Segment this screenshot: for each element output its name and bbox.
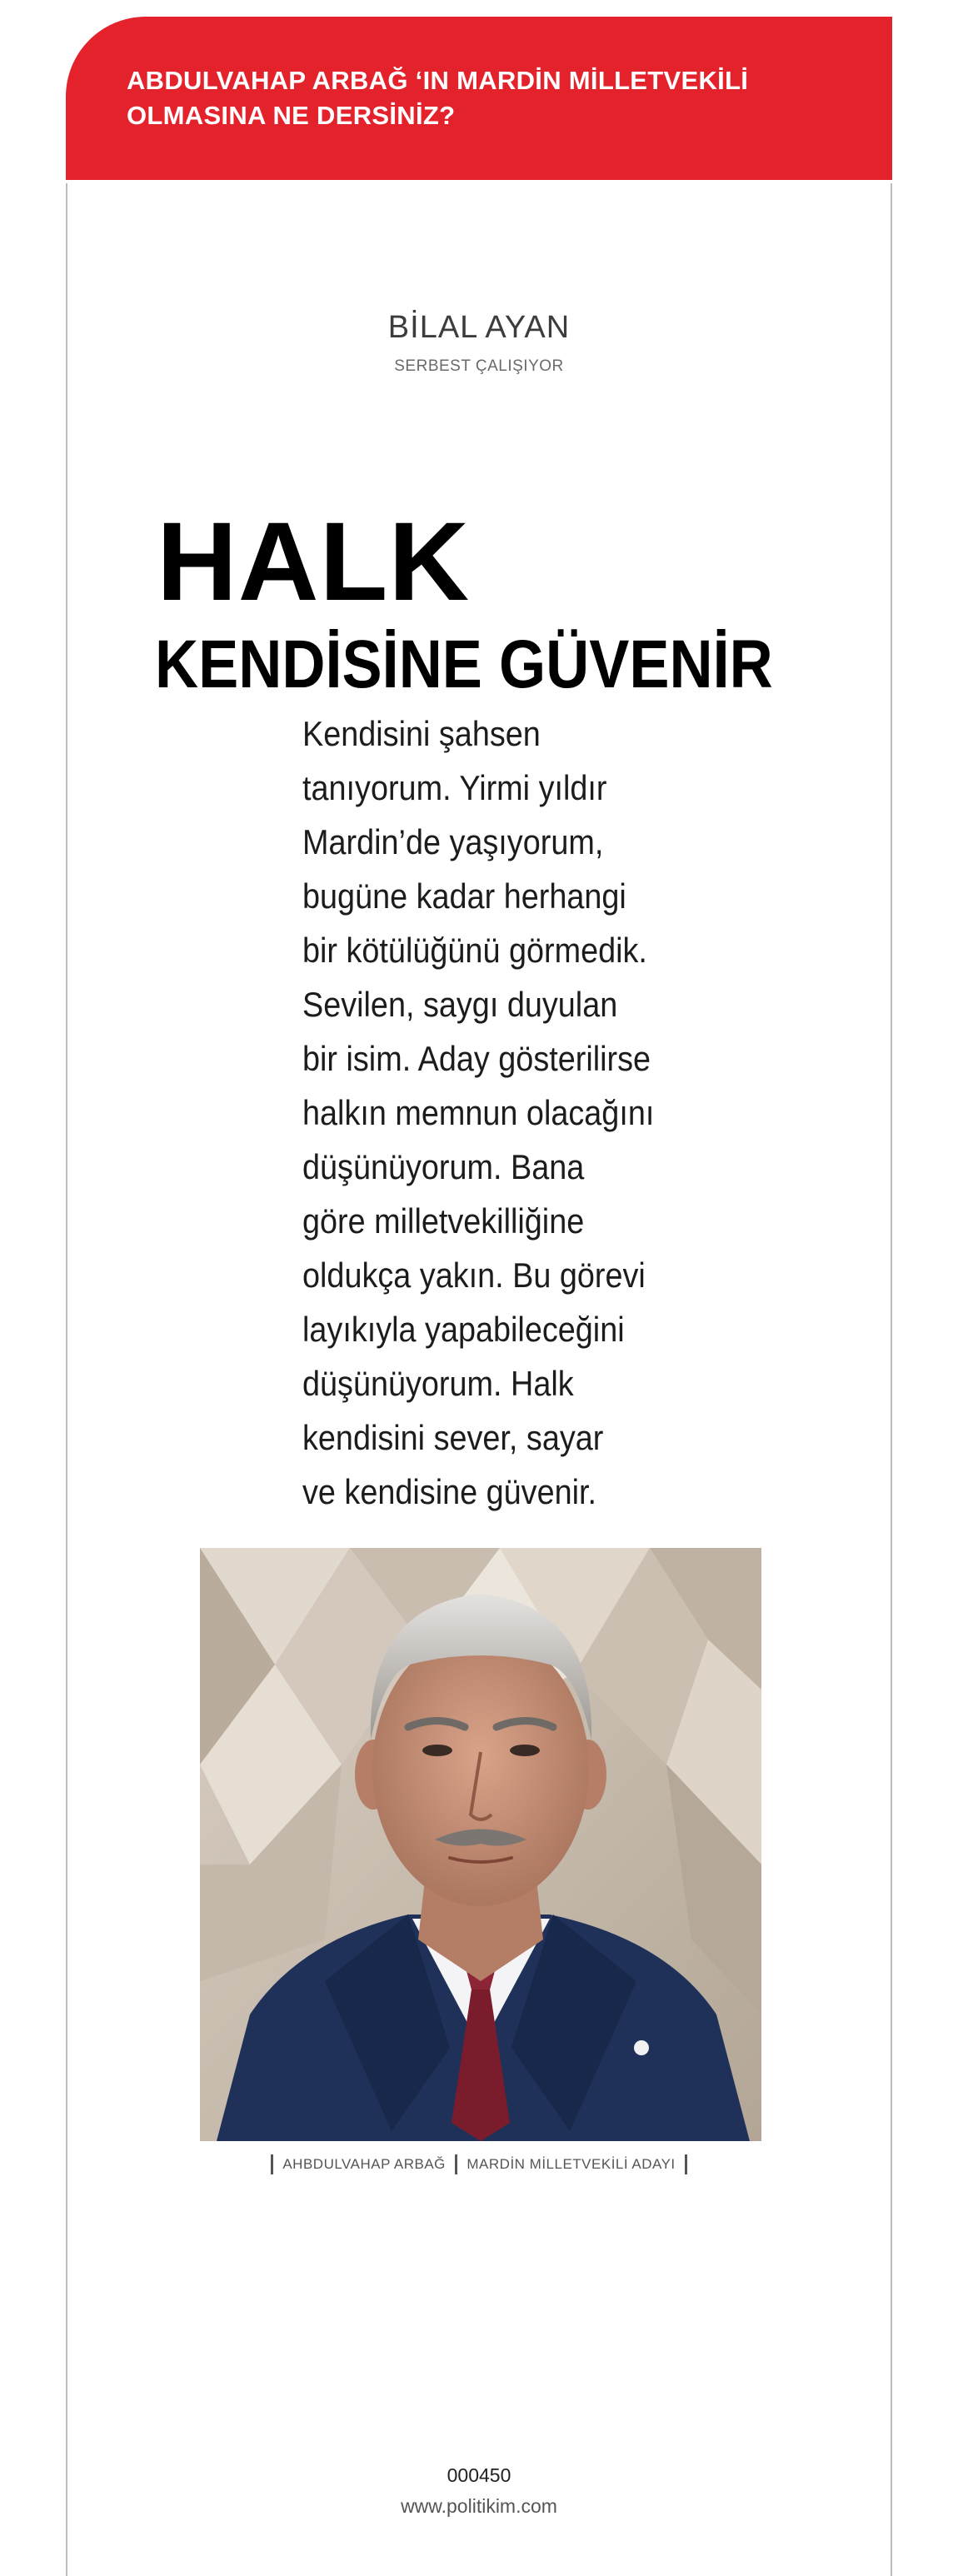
page-code: 000450 [447,2464,511,2486]
website-text: www.politikim.com [401,2495,557,2517]
body-line: bir kötülüğünü görmedik. [302,931,647,970]
body-line: bugüne kadar herhangi [302,876,626,916]
question-text: ABDULVAHAP ARBAĞ ‘IN MARDİN MİLLETVEKİLİ OLMASINA NE DERSİNİZ? [127,66,749,130]
caption-divider [685,2154,687,2174]
headline-line-1: HALK [157,500,471,624]
body-line: düşünüyorum. Bana [302,1147,585,1186]
photo-caption [0,2154,958,2174]
question-banner [66,17,892,180]
caption-title: MARDİN MİLLETVEKİLİ ADAYI [467,2156,676,2172]
headline-line-2: KENDİSİNE GÜVENİR [155,627,773,702]
body-line: düşünüyorum. Halk [302,1364,574,1403]
caption-name: AHBDULVAHAP ARBAĞ [282,2156,446,2172]
body-line: Kendisini şahsen [302,714,541,753]
body-line: göre milletvekilliğine [302,1201,585,1241]
body-paragraph [302,706,677,1519]
body-line: layıkıyla yapabileceğini [302,1310,625,1349]
body-line: halkın memnun olacağını [302,1093,655,1132]
body-line: kendisini sever, sayar [302,1418,604,1457]
body-line: Mardin’de yaşıyorum, [302,822,604,861]
caption-divider [271,2154,273,2174]
left-border-line [66,183,67,2576]
body-line: Sevilen, saygı duyulan [302,985,618,1024]
body-line: ve kendisine güvenir. [302,1472,597,1511]
right-border-line [891,183,892,2576]
body-line: tanıyorum. Yirmi yıldır [302,768,607,807]
body-line: oldukça yakın. Bu görevi [302,1256,646,1295]
candidate-photo [200,1548,761,2141]
author-occupation: SERBEST ÇALIŞIYOR [394,357,564,375]
author-name: BİLAL AYAN [387,310,571,345]
caption-divider [455,2154,457,2174]
body-line: bir isim. Aday gösterilirse [302,1039,651,1078]
